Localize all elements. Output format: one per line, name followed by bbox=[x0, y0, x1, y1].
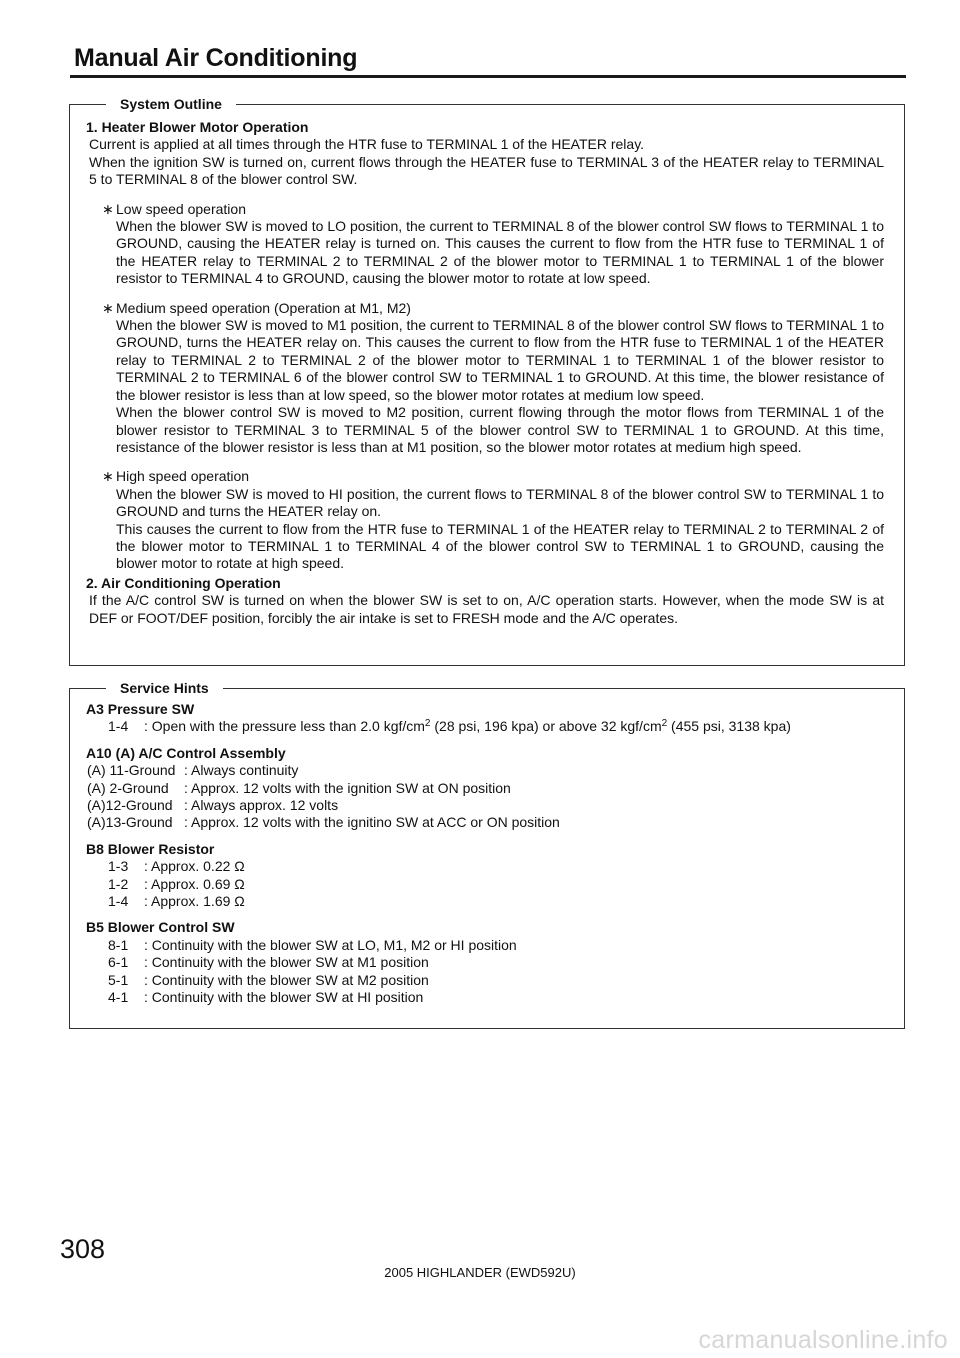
service-hints-label: Service Hints bbox=[106, 679, 223, 697]
hint-row bbox=[86, 718, 884, 735]
hint-desc: : Always continuity bbox=[184, 762, 299, 779]
system-outline-content bbox=[86, 119, 884, 627]
bullet-icon: ∗ bbox=[102, 468, 114, 485]
service-hints-content bbox=[86, 701, 884, 1016]
superscript: 2 bbox=[424, 718, 431, 730]
watermark: carmanualsonline.info bbox=[698, 1326, 948, 1354]
hint-heading-ac-control: A10 (A) A/C Control Assembly bbox=[86, 744, 286, 761]
hint-group-a10 bbox=[86, 745, 884, 832]
low-speed-block bbox=[86, 201, 884, 288]
hint-row bbox=[86, 780, 884, 797]
hint-pin: (A)12-Ground bbox=[87, 797, 173, 814]
hint-desc: : Approx. 0.22 Ω bbox=[144, 858, 245, 875]
hint-row bbox=[86, 893, 884, 910]
high-speed-body-1: When the blower SW is moved to HI position, the current flows to TERMINAL 8 of the blower control SW to TERMINAL 1 to GROUND and turns the HEATER relay on. bbox=[116, 485, 884, 520]
hint-desc: : Continuity with the blower SW at LO, M1, M2 or HI position bbox=[144, 936, 517, 953]
system-outline-box bbox=[69, 96, 905, 666]
hint-desc-part: : Open with the pressure less than 2.0 kgf/cm bbox=[144, 718, 425, 735]
hint-desc: : Approx. 0.69 Ω bbox=[144, 875, 245, 892]
medium-speed-body-m1: When the blower SW is moved to M1 position, the current to TERMINAL 8 of the blower control SW flows to TERMINAL 1 to GROUND, turns the HEATER relay on. This causes the current to flow from the HTR fuse to TERMINAL 1 of the HEATER relay to TERMINAL 2 to TERMINAL 2 of the blower motor to TERMINAL 1 to TERMINAL 1 of the blower resistor to TERMINAL 2 to TERMINAL 6 of the blower control SW to TERMINAL 1 to GROUND. At this time, the blower resistance of the blower resistor is less than at low speed, so the blower motor rotates at medium low speed. bbox=[116, 317, 884, 403]
hint-pin: 4-1 bbox=[108, 989, 129, 1006]
hint-group-b8 bbox=[86, 841, 884, 911]
section-heading-ac-operation: 2. Air Conditioning Operation bbox=[86, 574, 281, 591]
hint-group-a3 bbox=[86, 701, 884, 736]
hint-group-b5 bbox=[86, 919, 884, 1006]
low-speed-body: When the blower SW is moved to LO position, the current to TERMINAL 8 of the blower control SW flows to TERMINAL 1 to GROUND, causing the HEATER relay is turned on. This causes the current to flow from the HTR fuse to TERMINAL 1 of the HEATER relay to TERMINAL 2 to TERMINAL 2 of the blower motor to TERMINAL 1 to TERMINAL 1 of the blower resistor to TERMINAL 4 to GROUND, causing the blower motor to rotate at low speed. bbox=[116, 218, 884, 287]
hint-heading-pressure-sw: A3 Pressure SW bbox=[86, 701, 195, 717]
superscript: 2 bbox=[661, 718, 668, 730]
paragraph-ac-operation: If the A/C control SW is turned on when the blower SW is set to on, A/C operation starts. However, when the mode SW is at DEF or FOOT/DEF position, forcibly the air intake is set to FRESH mode and the A/C operates. bbox=[89, 592, 884, 626]
hint-row bbox=[86, 954, 884, 971]
high-speed-title: High speed operation bbox=[116, 468, 250, 485]
service-hints-box bbox=[69, 680, 905, 1029]
paragraph-htr-fuse: Current is applied at all times through the HTR fuse to TERMINAL 1 of the HEATER relay. bbox=[89, 136, 645, 153]
hint-pin: (A) 11-Ground bbox=[87, 762, 176, 779]
hint-heading-blower-control-sw: B5 Blower Control SW bbox=[86, 919, 235, 936]
hint-heading-blower-resistor: B8 Blower Resistor bbox=[86, 840, 215, 857]
hint-desc-part: (28 psi, 196 kpa) or above 32 kgf/cm bbox=[430, 718, 662, 735]
hint-row bbox=[86, 814, 884, 831]
page-title: Manual Air Conditioning bbox=[74, 44, 358, 72]
page-number: 308 bbox=[60, 1234, 106, 1264]
system-outline-label: System Outline bbox=[106, 95, 236, 113]
hint-row bbox=[86, 797, 884, 814]
hint-desc: : Continuity with the blower SW at M1 position bbox=[144, 954, 429, 971]
paragraph-ignition: When the ignition SW is turned on, current flows through the HEATER fuse to TERMINAL 3 of the HEATER relay to TERMINAL 5 to TERMINAL 8 of the blower control SW. bbox=[89, 153, 884, 188]
hint-row bbox=[86, 937, 884, 954]
hint-row bbox=[86, 876, 884, 893]
section-heading-blower-motor: 1. Heater Blower Motor Operation bbox=[86, 119, 309, 135]
high-speed-body-2: This causes the current to flow from the HTR fuse to TERMINAL 1 of the HEATER relay to TERMINAL 2 to TERMINAL 2 of the blower motor to TERMINAL 1 to TERMINAL 4 of the blower control SW to TERMINAL 1 to GROUND, causing the blower motor to rotate at high speed. bbox=[116, 520, 884, 572]
hint-pin: 1-4 bbox=[108, 718, 129, 735]
hint-desc: : Approx. 12 volts with the ignition SW at ON position bbox=[184, 779, 511, 796]
title-rule bbox=[70, 75, 906, 78]
hint-row bbox=[86, 972, 884, 989]
bullet-icon: ∗ bbox=[102, 299, 114, 316]
page-footer: 2005 HIGHLANDER (EWD592U) bbox=[384, 1265, 576, 1280]
hint-desc: : Always approx. 12 volts bbox=[184, 797, 339, 814]
hint-pin: 8-1 bbox=[108, 936, 129, 953]
hint-desc: : Continuity with the blower SW at HI position bbox=[144, 989, 424, 1006]
hint-row bbox=[86, 858, 884, 875]
hint-row bbox=[86, 989, 884, 1006]
hint-pin: 1-2 bbox=[108, 875, 129, 892]
hint-pin: (A)13-Ground bbox=[87, 814, 173, 831]
hint-desc: : Approx. 12 volts with the ignitino SW at ACC or ON position bbox=[184, 814, 560, 831]
medium-speed-title: Medium speed operation (Operation at M1, M2) bbox=[116, 299, 411, 316]
hint-desc-part: (455 psi, 3138 kpa) bbox=[667, 718, 791, 735]
hint-desc: : Approx. 1.69 Ω bbox=[144, 893, 245, 910]
high-speed-block bbox=[86, 468, 884, 572]
hint-pin: 6-1 bbox=[108, 954, 129, 971]
hint-row bbox=[86, 762, 884, 779]
low-speed-title: Low speed operation bbox=[116, 200, 246, 217]
hint-pin: 1-4 bbox=[108, 893, 129, 910]
hint-pin: 1-3 bbox=[108, 858, 129, 875]
medium-speed-block bbox=[86, 300, 884, 457]
hint-pin: (A) 2-Ground bbox=[87, 779, 169, 796]
bullet-icon: ∗ bbox=[102, 200, 114, 217]
medium-speed-body-m2: When the blower control SW is moved to M2 position, current flowing through the motor flows from TERMINAL 1 of the blower resistor to TERMINAL 3 to TERMINAL 5 of the blower control SW to TERMINAL 1 to GROUND. At this time, resistance of the blower resistor is less than at M1 position, so the blower motor rotates at medium high speed. bbox=[116, 404, 884, 455]
hint-pin: 5-1 bbox=[108, 971, 129, 988]
hint-desc: : Continuity with the blower SW at M2 position bbox=[144, 971, 429, 988]
